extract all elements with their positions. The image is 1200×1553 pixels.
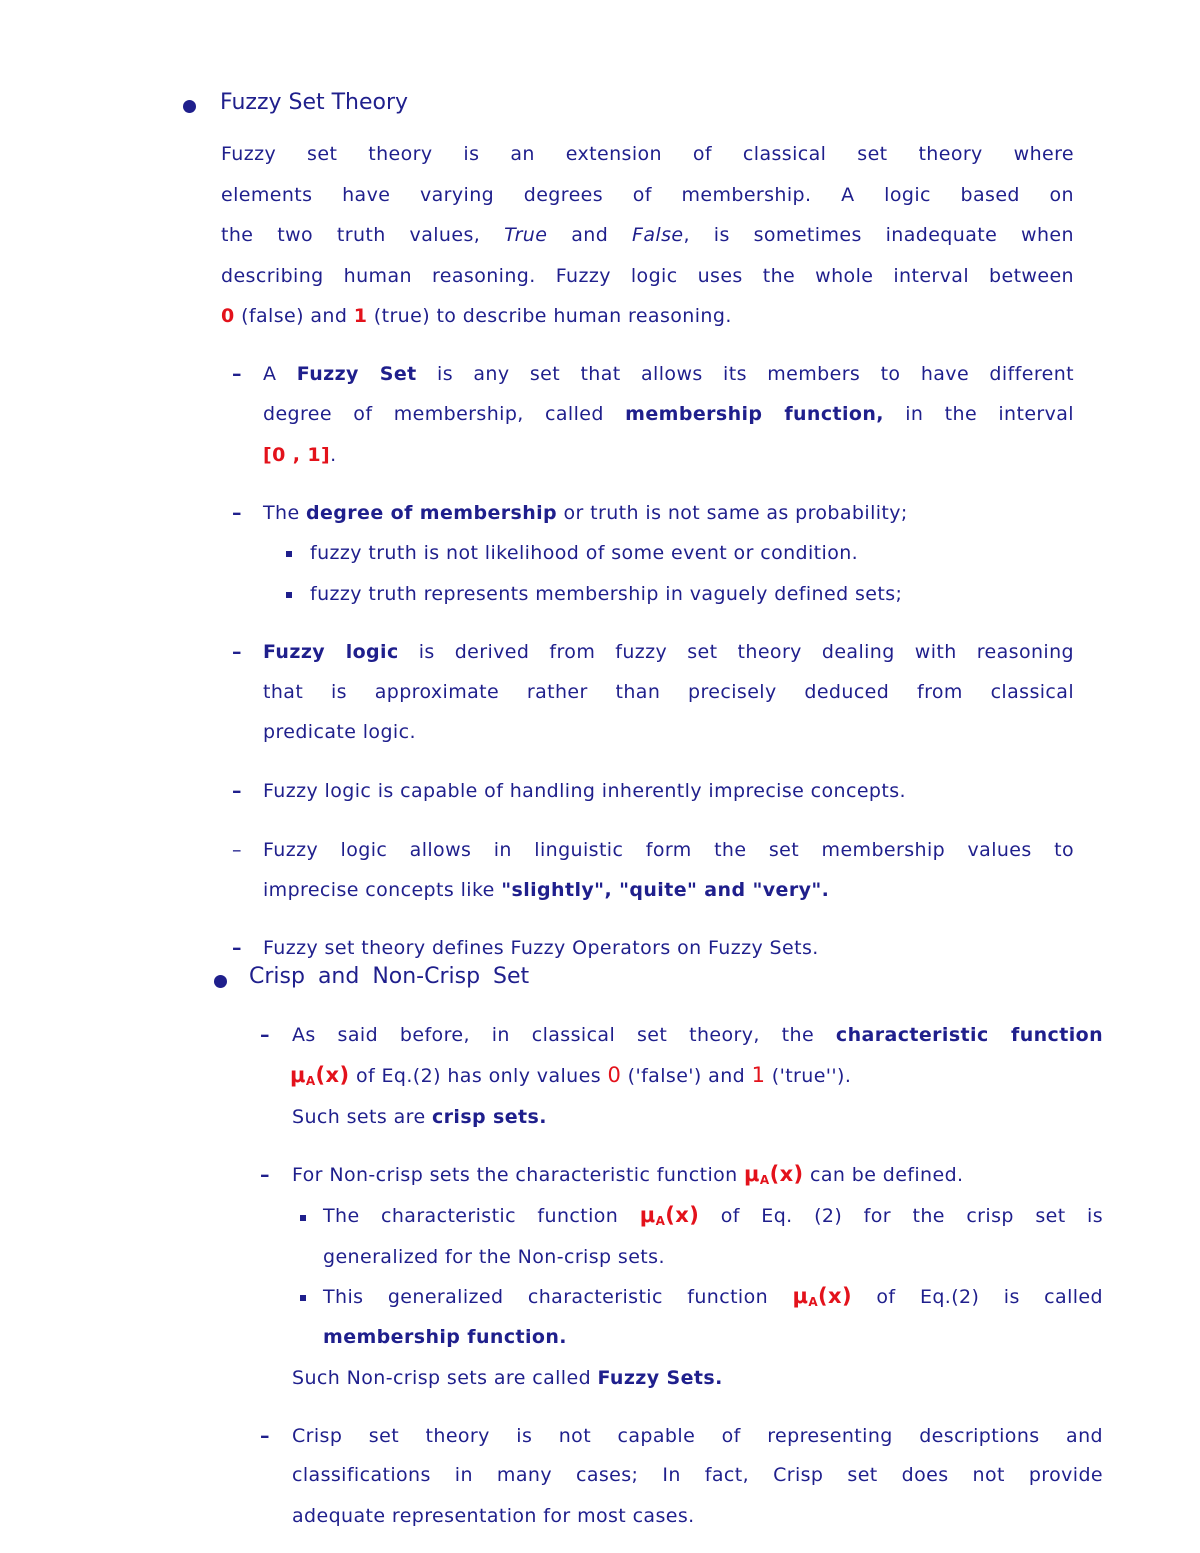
- crisp-text: Such sets are crisp sets.: [292, 1106, 547, 1128]
- fuzzy-set-definition: A Fuzzy Set is any set that allows its members to have different: [263, 363, 1074, 385]
- paragraph-line: Fuzzy set theory is an extension of classical set theory where: [221, 143, 1074, 165]
- bullet-text: Fuzzy logic allows in linguistic form the set membership values to: [263, 839, 1074, 861]
- mu-symbol: $\mu_A(x)$: [792, 1284, 852, 1309]
- crisp-limit-text: classifications in many cases; In fact, Crisp set does not provide: [292, 1464, 1103, 1486]
- section-bullet: [183, 100, 196, 113]
- paragraph-line: the two truth values, True and False, is sometimes inadequate when: [221, 224, 1074, 246]
- non-crisp-text: For Non-crisp sets the characteristic function $\mu_A(x)$ can be defined.: [292, 1162, 964, 1187]
- fuzzy-logic-text: predicate logic.: [263, 721, 416, 743]
- sub-bullet-text: membership function.: [323, 1326, 567, 1348]
- fuzzy-logic-text: Fuzzy logic is derived from fuzzy set theory dealing with reasoning: [263, 641, 1074, 663]
- dash-bullet: –: [232, 502, 242, 524]
- sub-bullet-text: The characteristic function $\mu_A(x)$ of Eq. (2) for the crisp set is: [323, 1203, 1104, 1228]
- sub-bullet-text: This generalized characteristic function $\mu_A(x)$ of Eq.(2) is called: [323, 1284, 1103, 1309]
- mu-symbol: $\mu_A(x)$: [290, 1063, 350, 1088]
- dash-bullet: –: [232, 363, 242, 385]
- square-bullet: [286, 551, 292, 557]
- dash-bullet: –: [232, 937, 242, 959]
- crisp-text: $\mu_A(x)$ of Eq.(2) has only values 0 ('false') and 1 ('true'').: [290, 1063, 852, 1088]
- dash-bullet: –: [232, 641, 242, 663]
- square-bullet: [300, 1215, 306, 1221]
- crisp-limit-text: Crisp set theory is not capable of representing descriptions and: [292, 1425, 1103, 1447]
- degree-of-membership-text: The degree of membership or truth is not same as probability;: [263, 502, 908, 524]
- bullet-text: Fuzzy logic is capable of handling inherently imprecise concepts.: [263, 780, 906, 802]
- mu-symbol: $\mu_A(x)$: [744, 1162, 804, 1187]
- crisp-text: As said before, in classical set theory, the characteristic function: [292, 1024, 1103, 1046]
- dash-bullet: –: [260, 1164, 270, 1186]
- section-heading-crisp: Crisp and Non-Crisp Set: [249, 964, 530, 989]
- paragraph-line: describing human reasoning. Fuzzy logic uses the whole interval between: [221, 265, 1074, 287]
- sub-bullet-text: fuzzy truth represents membership in vaguely defined sets;: [310, 583, 903, 605]
- paragraph-line: 0 (false) and 1 (true) to describe human reasoning.: [221, 305, 732, 327]
- bullet-text: Fuzzy set theory defines Fuzzy Operators on Fuzzy Sets.: [263, 937, 819, 959]
- fuzzy-sets-text: Such Non-crisp sets are called Fuzzy Sets.: [292, 1367, 723, 1389]
- crisp-limit-text: adequate representation for most cases.: [292, 1505, 695, 1527]
- fuzzy-logic-text: that is approximate rather than precisely deduced from classical: [263, 681, 1074, 703]
- bullet-text: imprecise concepts like "slightly", "quite" and "very".: [263, 879, 830, 901]
- square-bullet: [286, 592, 292, 598]
- square-bullet: [300, 1295, 306, 1301]
- sub-bullet-text: fuzzy truth is not likelihood of some event or condition.: [310, 542, 859, 564]
- interval-text: [0 , 1].: [263, 444, 337, 466]
- dash-bullet: –: [232, 780, 242, 802]
- paragraph-line: elements have varying degrees of membership. A logic based on: [221, 184, 1074, 206]
- sub-bullet-text: generalized for the Non-crisp sets.: [323, 1246, 665, 1268]
- section-heading-fuzzy-set-theory: Fuzzy Set Theory: [220, 90, 409, 115]
- dash-bullet: –: [232, 839, 242, 861]
- dash-bullet: –: [260, 1024, 270, 1046]
- mu-symbol: $\mu_A(x)$: [639, 1203, 700, 1228]
- dash-bullet: –: [260, 1425, 270, 1447]
- section-bullet: [214, 975, 227, 988]
- fuzzy-set-definition: degree of membership, called membership function, in the interval: [263, 403, 1074, 425]
